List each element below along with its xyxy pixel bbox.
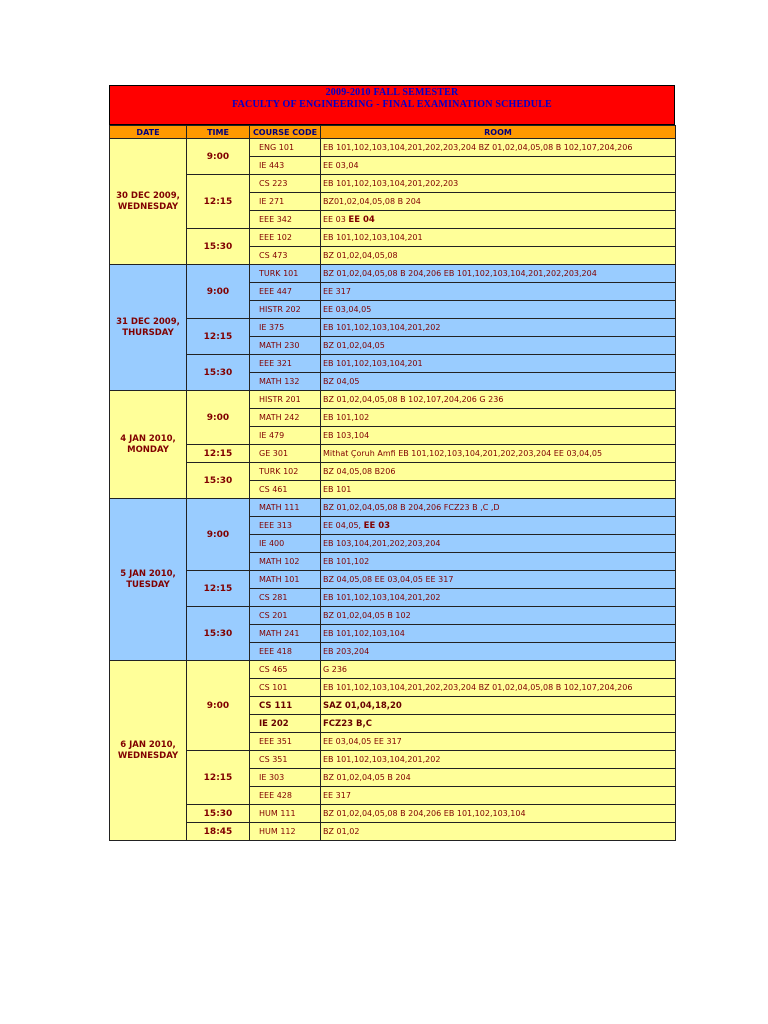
course-code: HISTR 201	[250, 391, 321, 409]
course-code: EEE 351	[250, 733, 321, 751]
exam-time: 12:15	[187, 571, 250, 607]
course-code: EEE 447	[250, 283, 321, 301]
course-code: IE 443	[250, 157, 321, 175]
exam-room-highlight: EE 03	[363, 520, 391, 531]
exam-room	[321, 751, 676, 769]
exam-room-text: BZ 04,05,08 B206	[323, 466, 396, 476]
course-code: IE 479	[250, 427, 321, 445]
exam-date: 5 JAN 2010,	[120, 568, 176, 579]
exam-room-text: EB 103,104	[323, 430, 370, 440]
course-code: HUM 112	[250, 823, 321, 841]
course-code: GE 301	[250, 445, 321, 463]
exam-room	[321, 679, 676, 697]
course-code: CS 461	[250, 481, 321, 499]
course-code: CS 473	[250, 247, 321, 265]
exam-date: 30 DEC 2009,	[116, 190, 180, 201]
course-code: MATH 132	[250, 373, 321, 391]
semester-title: 2009-2010 FALL SEMESTER	[325, 87, 459, 98]
exam-row	[110, 175, 676, 193]
exam-room	[321, 787, 676, 805]
exam-weekday: TUESDAY	[126, 579, 170, 590]
course-code: MATH 230	[250, 337, 321, 355]
course-code: MATH 241	[250, 625, 321, 643]
exam-row	[110, 265, 676, 283]
schedule-table	[109, 125, 676, 841]
exam-room-text: BZ 01,02,04,05,08 B 204,206 EB 101,102,103,104	[323, 808, 526, 818]
course-code: IE 303	[250, 769, 321, 787]
course-code: EEE 428	[250, 787, 321, 805]
exam-room-text: EE 317	[323, 286, 351, 296]
exam-row	[110, 805, 676, 823]
col-header-course-code: COURSE CODE	[250, 126, 321, 139]
exam-room-text: EE 03,04,05	[323, 304, 372, 314]
course-code: CS 351	[250, 751, 321, 769]
exam-room-text: EB 101	[323, 484, 352, 494]
exam-room	[321, 571, 676, 589]
exam-date: 6 JAN 2010,	[120, 739, 176, 750]
exam-room-text: EB 101,102,103,104,201,202	[323, 322, 441, 332]
exam-room-text: EB 101,102,103,104,201	[323, 358, 423, 368]
exam-room	[321, 301, 676, 319]
exam-room	[321, 373, 676, 391]
col-header-time: TIME	[187, 126, 250, 139]
exam-room-text: EB 103,104,201,202,203,204	[323, 538, 441, 548]
exam-room	[321, 517, 676, 535]
exam-room	[321, 283, 676, 301]
exam-room	[321, 481, 676, 499]
exam-room-text: EB 101,102	[323, 556, 370, 566]
exam-time: 12:15	[187, 319, 250, 355]
course-code: IE 202	[250, 715, 321, 733]
exam-row	[110, 463, 676, 481]
exam-row	[110, 751, 676, 769]
course-code: CS 111	[250, 697, 321, 715]
course-code: MATH 242	[250, 409, 321, 427]
exam-room-highlight: EE 04	[348, 214, 375, 225]
exam-date-cell	[110, 661, 187, 841]
exam-time: 12:15	[187, 445, 250, 463]
exam-room-text: BZ 01,02,04,05	[323, 340, 385, 350]
exam-row	[110, 445, 676, 463]
schedule-title: FACULTY OF ENGINEERING - FINAL EXAMINATION SCHEDULE	[232, 99, 552, 110]
exam-room-text: G 236	[323, 664, 348, 674]
course-code: CS 201	[250, 607, 321, 625]
exam-room	[321, 589, 676, 607]
exam-date: 31 DEC 2009,	[116, 316, 180, 327]
course-code: MATH 101	[250, 571, 321, 589]
exam-row	[110, 229, 676, 247]
exam-weekday: THURSDAY	[122, 327, 174, 338]
exam-room-text: EB 101,102,103,104,201,202,203,204 BZ 01,02,04,05,08 B 102,107,204,206	[323, 682, 633, 692]
exam-room	[321, 409, 676, 427]
exam-weekday: WEDNESDAY	[117, 750, 179, 761]
exam-room	[321, 643, 676, 661]
exam-weekday: MONDAY	[127, 444, 169, 455]
exam-room	[321, 553, 676, 571]
exam-time: 9:00	[187, 139, 250, 175]
exam-room	[321, 211, 676, 229]
exam-time: 9:00	[187, 499, 250, 571]
exam-room-text: EB 101,102,103,104,201,202	[323, 592, 441, 602]
exam-room	[321, 715, 676, 733]
exam-room	[321, 607, 676, 625]
exam-weekday: WEDNESDAY	[117, 201, 179, 212]
exam-room-text: BZ01,02,04,05,08 B 204	[323, 196, 421, 206]
course-code: TURK 101	[250, 265, 321, 283]
exam-room	[321, 769, 676, 787]
exam-time: 18:45	[187, 823, 250, 841]
exam-row	[110, 823, 676, 841]
exam-row	[110, 319, 676, 337]
exam-room	[321, 139, 676, 157]
exam-room-text: FCZ23 B,C	[323, 718, 372, 729]
exam-room	[321, 499, 676, 517]
exam-room-text: BZ 01,02	[323, 826, 360, 836]
exam-time: 9:00	[187, 391, 250, 445]
course-code: IE 271	[250, 193, 321, 211]
exam-room-text: BZ 01,02,04,05 B 204	[323, 772, 411, 782]
exam-room-text: EE 317	[323, 790, 351, 800]
exam-room	[321, 463, 676, 481]
exam-room	[321, 805, 676, 823]
exam-room-text: BZ 01,02,04,05,08 B 204,206 FCZ23 B ,C ,D	[323, 502, 500, 512]
exam-room-text: EE 03	[323, 214, 346, 224]
exam-row	[110, 499, 676, 517]
exam-room	[321, 193, 676, 211]
exam-room	[321, 427, 676, 445]
course-code: EEE 102	[250, 229, 321, 247]
exam-row	[110, 391, 676, 409]
exam-room	[321, 229, 676, 247]
course-code: TURK 102	[250, 463, 321, 481]
course-code: IE 375	[250, 319, 321, 337]
course-code: CS 101	[250, 679, 321, 697]
column-header-row	[110, 126, 676, 139]
exam-room-text: BZ 01,02,04,05,08	[323, 250, 398, 260]
exam-schedule-sheet	[109, 85, 675, 841]
exam-room	[321, 337, 676, 355]
exam-room	[321, 319, 676, 337]
exam-room-text: Mithat Çoruh Amfi EB 101,102,103,104,201,202,203,204 EE 03,04,05	[323, 448, 603, 458]
exam-room-text: EE 03,04,05 EE 317	[323, 736, 402, 746]
exam-room-text: EE 04,05,	[323, 520, 362, 530]
exam-room	[321, 355, 676, 373]
exam-room	[321, 625, 676, 643]
course-code: ENG 101	[250, 139, 321, 157]
course-code: EEE 418	[250, 643, 321, 661]
exam-room-text: BZ 04,05,08 EE 03,04,05 EE 317	[323, 574, 454, 584]
course-code: EEE 313	[250, 517, 321, 535]
exam-time: 15:30	[187, 355, 250, 391]
exam-room-text: BZ 04,05	[323, 376, 360, 386]
exam-room-text: EB 203,204	[323, 646, 370, 656]
exam-date-cell	[110, 499, 187, 661]
exam-time: 9:00	[187, 265, 250, 319]
exam-date: 4 JAN 2010,	[120, 433, 176, 444]
exam-room	[321, 535, 676, 553]
exam-room-text: EB 101,102,103,104	[323, 628, 405, 638]
exam-room-text: BZ 01,02,04,05 B 102	[323, 610, 411, 620]
exam-time: 15:30	[187, 229, 250, 265]
course-code: MATH 102	[250, 553, 321, 571]
exam-time: 12:15	[187, 751, 250, 805]
exam-row	[110, 139, 676, 157]
exam-date-cell	[110, 265, 187, 391]
course-code: MATH 111	[250, 499, 321, 517]
schedule-body	[110, 139, 676, 841]
schedule-header	[109, 85, 675, 125]
exam-room	[321, 247, 676, 265]
exam-room	[321, 697, 676, 715]
col-header-date: DATE	[110, 126, 187, 139]
exam-room	[321, 175, 676, 193]
exam-row	[110, 571, 676, 589]
exam-room-text: EB 101,102,103,104,201,202,203	[323, 178, 459, 188]
exam-time: 15:30	[187, 805, 250, 823]
exam-room	[321, 661, 676, 679]
exam-room-text: EB 101,102,103,104,201,202,203,204 BZ 01,02,04,05,08 B 102,107,204,206	[323, 142, 633, 152]
course-code: EEE 321	[250, 355, 321, 373]
course-code: CS 223	[250, 175, 321, 193]
exam-room	[321, 733, 676, 751]
exam-room	[321, 265, 676, 283]
exam-row	[110, 661, 676, 679]
course-code: CS 281	[250, 589, 321, 607]
exam-time: 15:30	[187, 463, 250, 499]
exam-room-text: SAZ 01,04,18,20	[323, 700, 402, 711]
exam-room	[321, 391, 676, 409]
exam-row	[110, 355, 676, 373]
exam-room-text: EB 101,102	[323, 412, 370, 422]
course-code: EEE 342	[250, 211, 321, 229]
exam-time: 12:15	[187, 175, 250, 229]
exam-room-text: BZ 01,02,04,05,08 B 102,107,204,206 G 236	[323, 394, 504, 404]
course-code: HISTR 202	[250, 301, 321, 319]
exam-date-cell	[110, 391, 187, 499]
exam-room	[321, 823, 676, 841]
course-code: IE 400	[250, 535, 321, 553]
exam-time: 9:00	[187, 661, 250, 751]
exam-room-text: EB 101,102,103,104,201	[323, 232, 423, 242]
exam-row	[110, 607, 676, 625]
exam-room-text: EE 03,04	[323, 160, 359, 170]
course-code: CS 465	[250, 661, 321, 679]
exam-time: 15:30	[187, 607, 250, 661]
exam-date-cell	[110, 139, 187, 265]
col-header-room: ROOM	[321, 126, 676, 139]
course-code: HUM 111	[250, 805, 321, 823]
exam-room-text: EB 101,102,103,104,201,202	[323, 754, 441, 764]
exam-room	[321, 157, 676, 175]
exam-room	[321, 445, 676, 463]
exam-room-text: BZ 01,02,04,05,08 B 204,206 EB 101,102,103,104,201,202,203,204	[323, 268, 597, 278]
